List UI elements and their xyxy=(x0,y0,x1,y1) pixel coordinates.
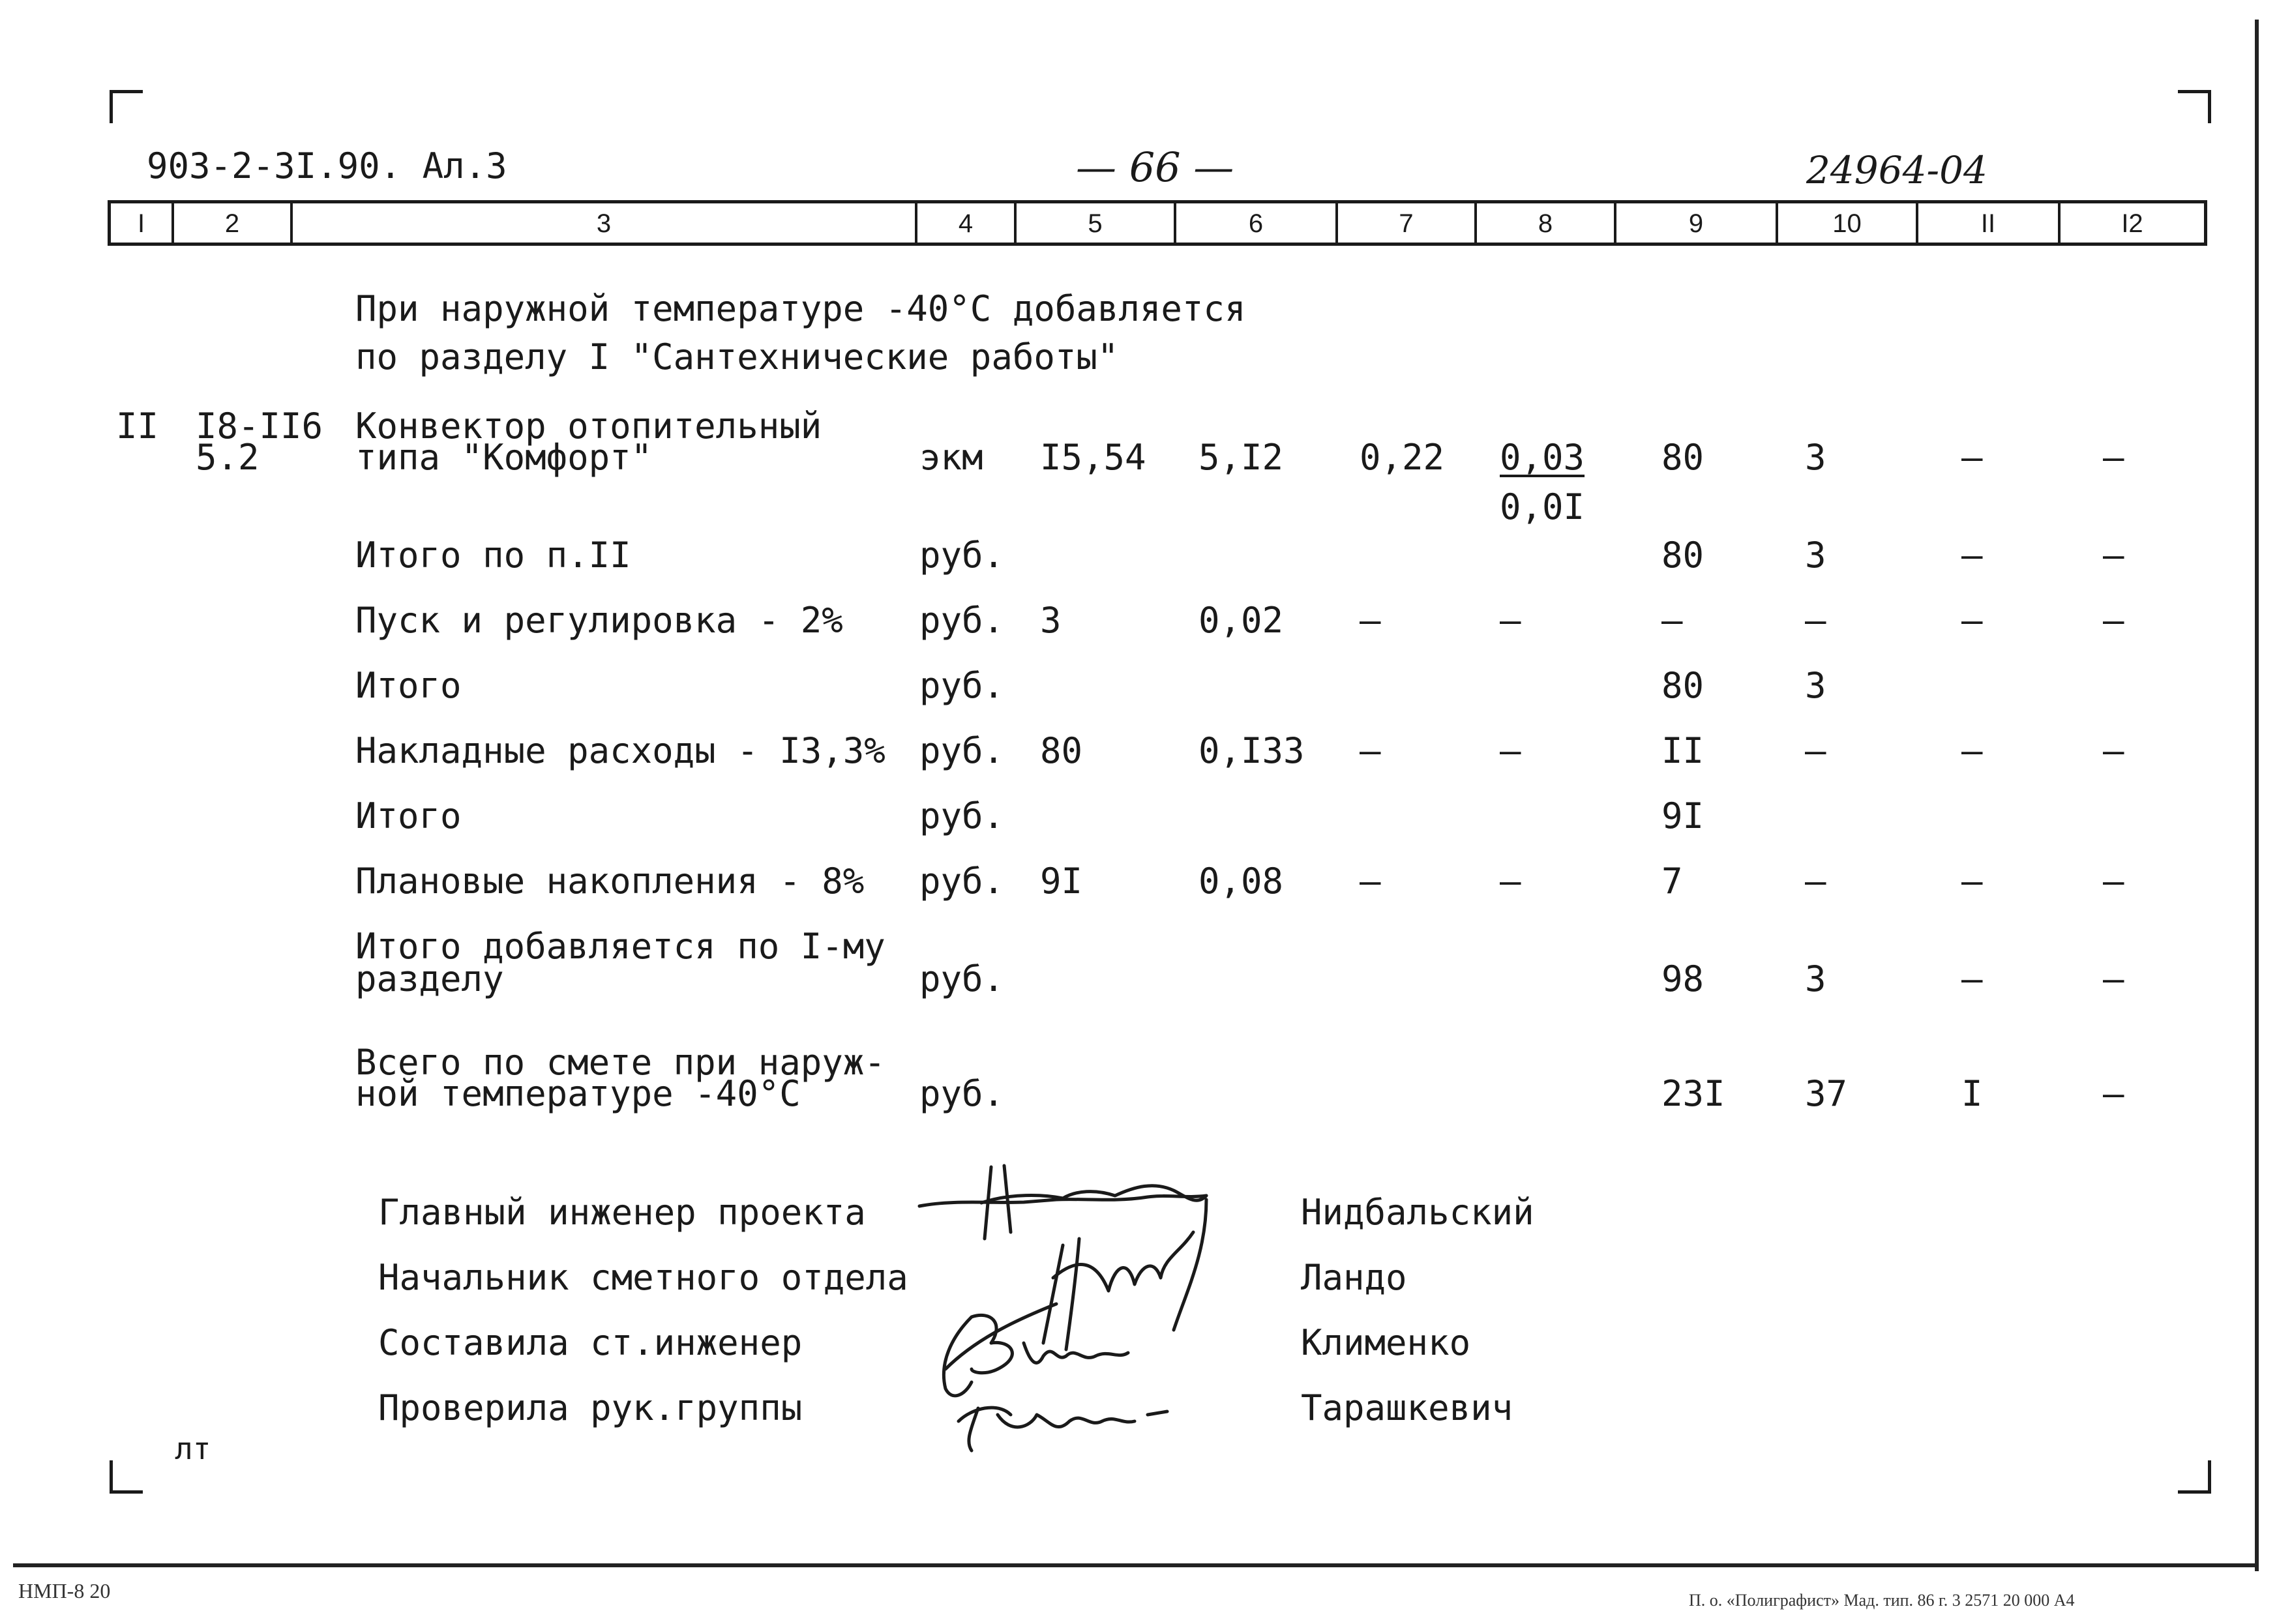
corner-mark-top-right xyxy=(2178,90,2211,123)
signature-role: Составила ст.инженер xyxy=(378,1322,803,1363)
item-col-9: 80 xyxy=(1661,437,1704,478)
item-col-11: – xyxy=(1961,437,1983,478)
grand-total-unit: руб. xyxy=(919,1073,1005,1114)
row-col-10: – xyxy=(1805,730,1826,771)
signature-name: Ландо xyxy=(1301,1257,1407,1298)
corner-mark-top-left xyxy=(110,90,143,123)
row-col-12: – xyxy=(2103,861,2124,902)
signature-role: Главный инженер проекта xyxy=(378,1192,866,1233)
row-col-5: 9I xyxy=(1040,861,1083,902)
column-number-8: 8 xyxy=(1477,203,1616,243)
section-total-col-12: – xyxy=(2103,958,2124,999)
row-col-12: – xyxy=(2103,600,2124,641)
row-label: Плановые накопления - 8% xyxy=(355,861,865,902)
row-col-8: – xyxy=(1500,600,1521,641)
row-col-7: – xyxy=(1360,861,1381,902)
row-col-9: – xyxy=(1661,600,1683,641)
row-col-6: 0,08 xyxy=(1198,861,1284,902)
row-col-11: – xyxy=(1961,600,1983,641)
row-col-6: 0,02 xyxy=(1198,600,1284,641)
intro-line-2: по разделу I "Сантехнические работы" xyxy=(355,336,1119,377)
row-unit: руб. xyxy=(919,665,1005,706)
item-col-8-top: 0,03 xyxy=(1500,437,1585,478)
grand-total-col-11: I xyxy=(1961,1073,1983,1114)
row-col-7: – xyxy=(1360,730,1381,771)
intro-line-1: При наружной температуре -40°С добавляется xyxy=(355,288,1246,329)
row-col-7: – xyxy=(1360,600,1381,641)
column-number-ruler xyxy=(108,200,2207,246)
operator-mark: лт xyxy=(175,1431,211,1466)
row-label: Пуск и регулировка - 2% xyxy=(355,600,843,641)
page-edge-right xyxy=(2255,20,2259,1571)
corner-mark-bottom-left xyxy=(110,1460,143,1494)
grand-total-col-12: – xyxy=(2103,1073,2124,1114)
column-number-3: 3 xyxy=(293,203,917,243)
item-col-5: I5,54 xyxy=(1040,437,1146,478)
section-total-col-10: 3 xyxy=(1805,958,1826,999)
row-label: Итого xyxy=(355,665,462,706)
row-col-9: 9I xyxy=(1661,795,1704,836)
row-col-11: – xyxy=(1961,535,1983,576)
item-col-10: 3 xyxy=(1805,437,1826,478)
page-edge-bottom xyxy=(13,1563,2259,1567)
row-unit: руб. xyxy=(919,861,1005,902)
grand-total-col-9: 23I xyxy=(1661,1073,1725,1114)
row-col-6: 0,I33 xyxy=(1198,730,1305,771)
row-col-10: – xyxy=(1805,861,1826,902)
item-description-line-1: Конвектор отопительный xyxy=(355,406,822,447)
item-col-12: – xyxy=(2103,437,2124,478)
signature-role: Начальник сметного отдела xyxy=(378,1257,908,1298)
form-code: НМП-8 20 xyxy=(18,1579,111,1602)
signature-name: Нидбальский xyxy=(1301,1192,1534,1233)
item-col-8-bottom: 0,0I xyxy=(1500,486,1585,527)
handwritten-signatures xyxy=(900,1147,1278,1454)
printer-imprint: П. о. «Полиграфист» Мад. тип. 86 г. 3 2571 20 000 А4 xyxy=(1689,1591,2075,1610)
row-col-11: – xyxy=(1961,861,1983,902)
row-unit: руб. xyxy=(919,795,1005,836)
column-number-12: I2 xyxy=(2121,209,2143,238)
signature-role: Проверила рук.группы xyxy=(378,1387,803,1428)
row-col-8: – xyxy=(1500,730,1521,771)
item-unit: экм xyxy=(919,437,983,478)
page-number: — 66 — xyxy=(1076,143,1234,191)
section-total-col-9: 98 xyxy=(1661,958,1704,999)
row-unit: руб. xyxy=(919,535,1005,576)
grand-total-label-line-1: Всего по смете при наруж- xyxy=(355,1042,886,1083)
column-number-11: II xyxy=(1918,203,2061,243)
column-number-1: I xyxy=(111,203,174,243)
item-number: II xyxy=(116,406,159,447)
section-total-label-line-2: разделу xyxy=(355,958,504,999)
column-number-9: 9 xyxy=(1616,203,1778,243)
inventory-number: 24964-04 xyxy=(1806,148,1987,192)
document-code: 903-2-3I.90. Ал.3 xyxy=(147,145,507,186)
row-unit: руб. xyxy=(919,730,1005,771)
row-col-10: 3 xyxy=(1805,535,1826,576)
row-col-5: 3 xyxy=(1040,600,1062,641)
section-total-label-line-1: Итого добавляется по I-му xyxy=(355,926,886,967)
column-number-4: 4 xyxy=(917,203,1017,243)
column-number-5: 5 xyxy=(1017,203,1176,243)
signature-name: Клименко xyxy=(1301,1322,1471,1363)
row-col-9: 7 xyxy=(1661,861,1683,902)
item-col-6: 5,I2 xyxy=(1198,437,1284,478)
item-code-line-2: 5.2 xyxy=(196,437,260,478)
row-label: Итого xyxy=(355,795,462,836)
row-col-11: – xyxy=(1961,730,1983,771)
item-col-7: 0,22 xyxy=(1360,437,1445,478)
row-col-9: II xyxy=(1661,730,1704,771)
grand-total-label-line-2: ной температуре -40°С xyxy=(355,1073,801,1114)
row-col-8: – xyxy=(1500,861,1521,902)
signature-name: Тарашкевич xyxy=(1301,1387,1513,1428)
column-number-10: 10 xyxy=(1778,203,1918,243)
column-number-7: 7 xyxy=(1338,203,1477,243)
corner-mark-bottom-right xyxy=(2178,1460,2211,1494)
row-col-9: 80 xyxy=(1661,535,1704,576)
section-total-unit: руб. xyxy=(919,958,1005,999)
item-description-line-2: типа "Комфорт" xyxy=(355,437,653,478)
row-col-5: 80 xyxy=(1040,730,1083,771)
row-col-12: – xyxy=(2103,730,2124,771)
row-label: Итого по п.II xyxy=(355,535,631,576)
row-col-9: 80 xyxy=(1661,665,1704,706)
row-col-10: 3 xyxy=(1805,665,1826,706)
row-unit: руб. xyxy=(919,600,1005,641)
column-number-6: 6 xyxy=(1176,203,1338,243)
column-number-2: 2 xyxy=(174,203,293,243)
row-col-12: – xyxy=(2103,535,2124,576)
section-total-col-11: – xyxy=(1961,958,1983,999)
row-label: Накладные расходы - I3,3% xyxy=(355,730,886,771)
item-code-line-1: I8-II6 xyxy=(196,406,323,447)
grand-total-col-10: 37 xyxy=(1805,1073,1848,1114)
row-col-10: – xyxy=(1805,600,1826,641)
